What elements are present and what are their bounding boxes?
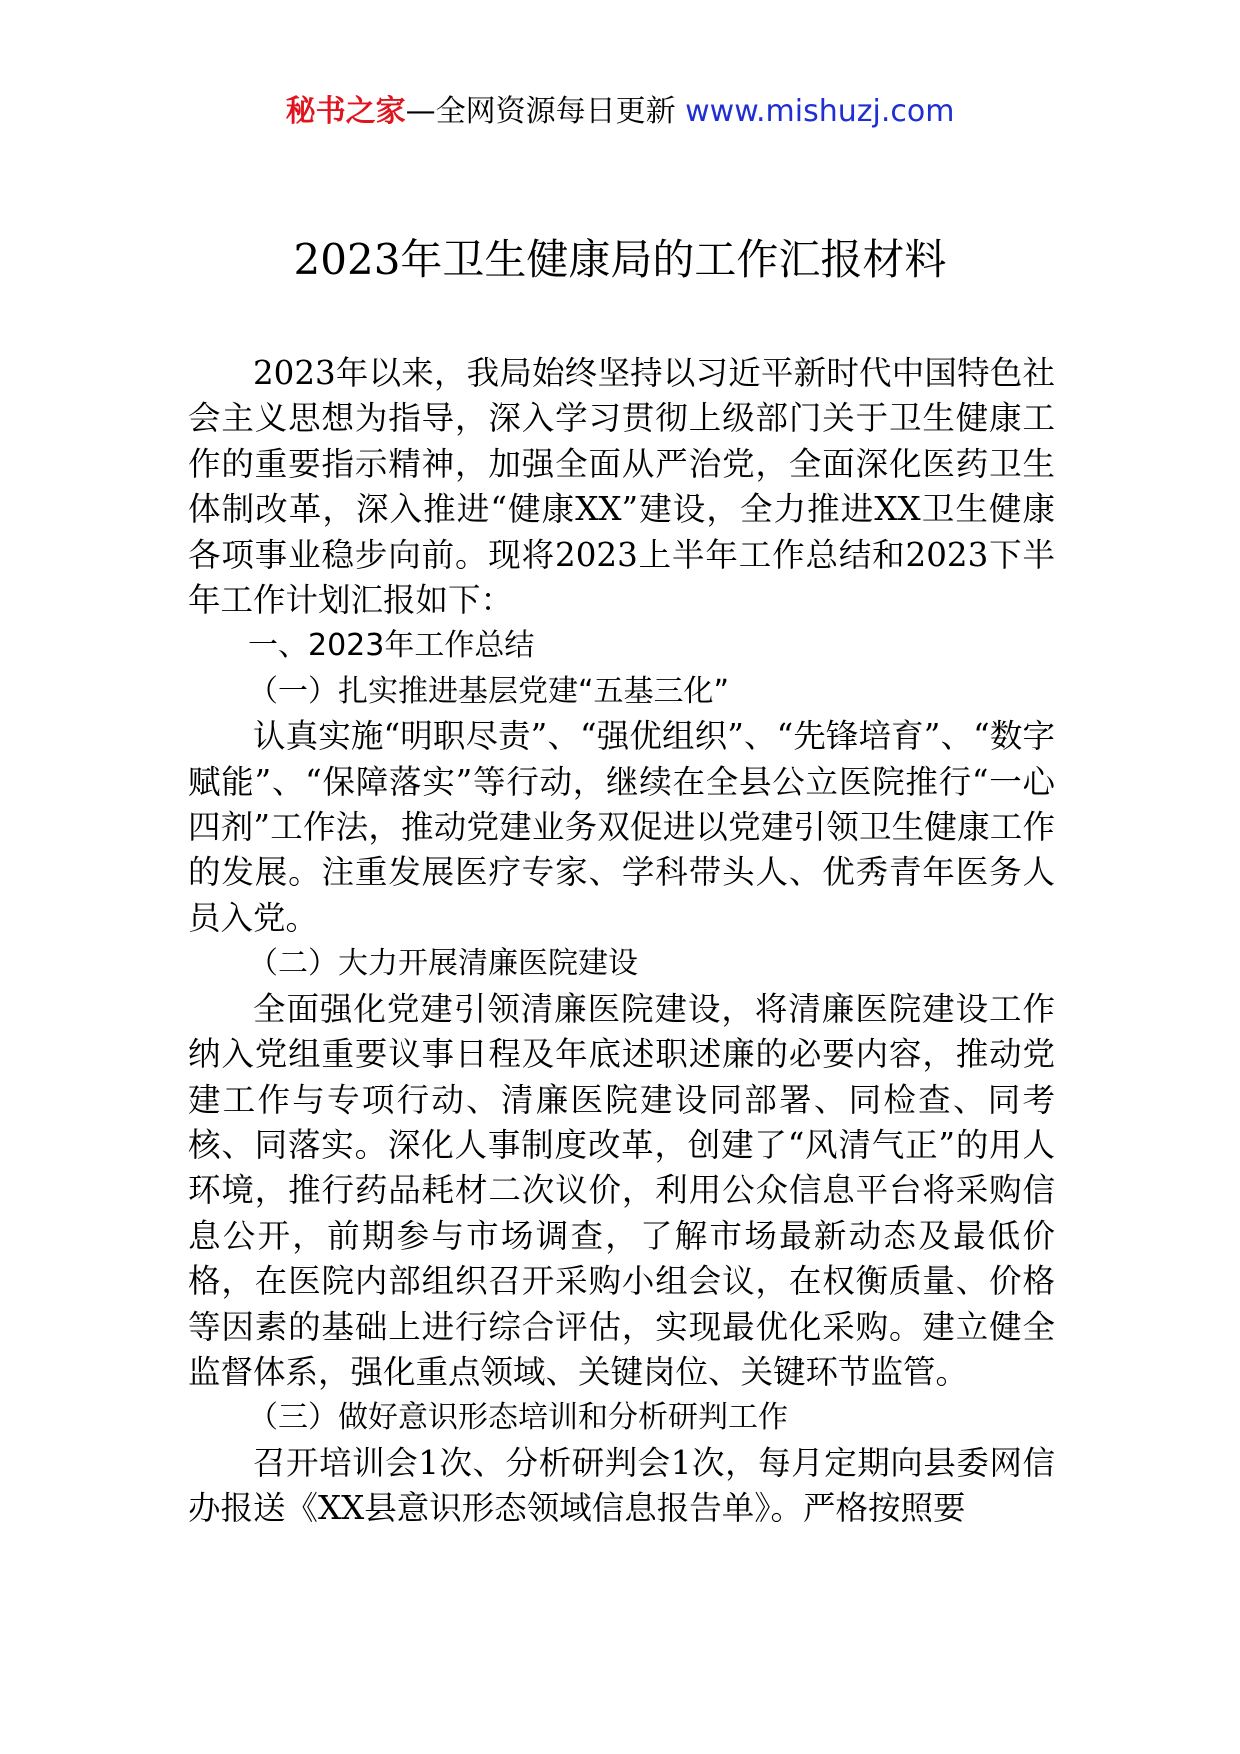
subsection-heading-1: （一）扎实推进基层党建“五基三化” [248, 673, 730, 709]
site-brand: 秘书之家 [285, 94, 406, 129]
subsection-heading-3: （三）做好意识形态培训和分析研判工作 [248, 1400, 788, 1436]
site-url-link[interactable]: www.mishuzj.com [685, 94, 955, 129]
document-title: 2023年卫生健康局的工作汇报材料 [293, 235, 947, 284]
intro-paragraph: 2023年以来，我局始终坚持以习近平新时代中国特色社会主义思想为指导，深入学习贯彻上级部门关于卫生健康工作的重要指示精神，加强全面从严治党，全面深化医药卫生体制改革，深入推进“健康XX”建设，全力推进XX卫生健康各项事业稳步向前。现将2023上半年工作总结和2023下半年工作计划汇报如下： [188, 354, 1055, 620]
document-body [188, 351, 1055, 1532]
subsection-body-1: 认真实施“明职尽责”、“强优组织”、“先锋培育”、“数字赋能”、“保障落实”等行动，继续在全县公立医院推行“一心四剂”工作法，推动党建业务双促进以党建引领卫生健康工作的发展。注重发展医疗专家、学科带头人、优秀青年医务人员入党。 [188, 717, 1055, 937]
subsection-body-2: 全面强化党建引领清廉医院建设，将清廉医院建设工作纳入党组重要议事日程及年底述职述廉的必要内容，推动党建工作与专项行动、清廉医院建设同部署、同检查、同考核、同落实。深化人事制度改革，创建了“风清气正”的用人环境，推行药品耗材二次议价，利用公众信息平台将采购信息公开，前期参与市场调查，了解市场最新动态及最低价格，在医院内部组织召开采购小组会议，在权衡质量、价格等因素的基础上进行综合评估，实现最优化采购。建立健全监督体系，强化重点领域、关键岗位、关键环节监管。 [188, 989, 1055, 1391]
subsection-body-3: 召开培训会1次、分析研判会1次，每月定期向县委网信办报送《XX县意识形态领域信息报告单》。严格按照要 [188, 1443, 1055, 1528]
site-header [0, 92, 1240, 132]
site-slogan: —全网资源每日更新 [405, 94, 686, 129]
section-heading-1: 一、2023年工作总结 [248, 628, 535, 664]
subsection-heading-2: （二）大力开展清廉医院建设 [248, 946, 638, 982]
